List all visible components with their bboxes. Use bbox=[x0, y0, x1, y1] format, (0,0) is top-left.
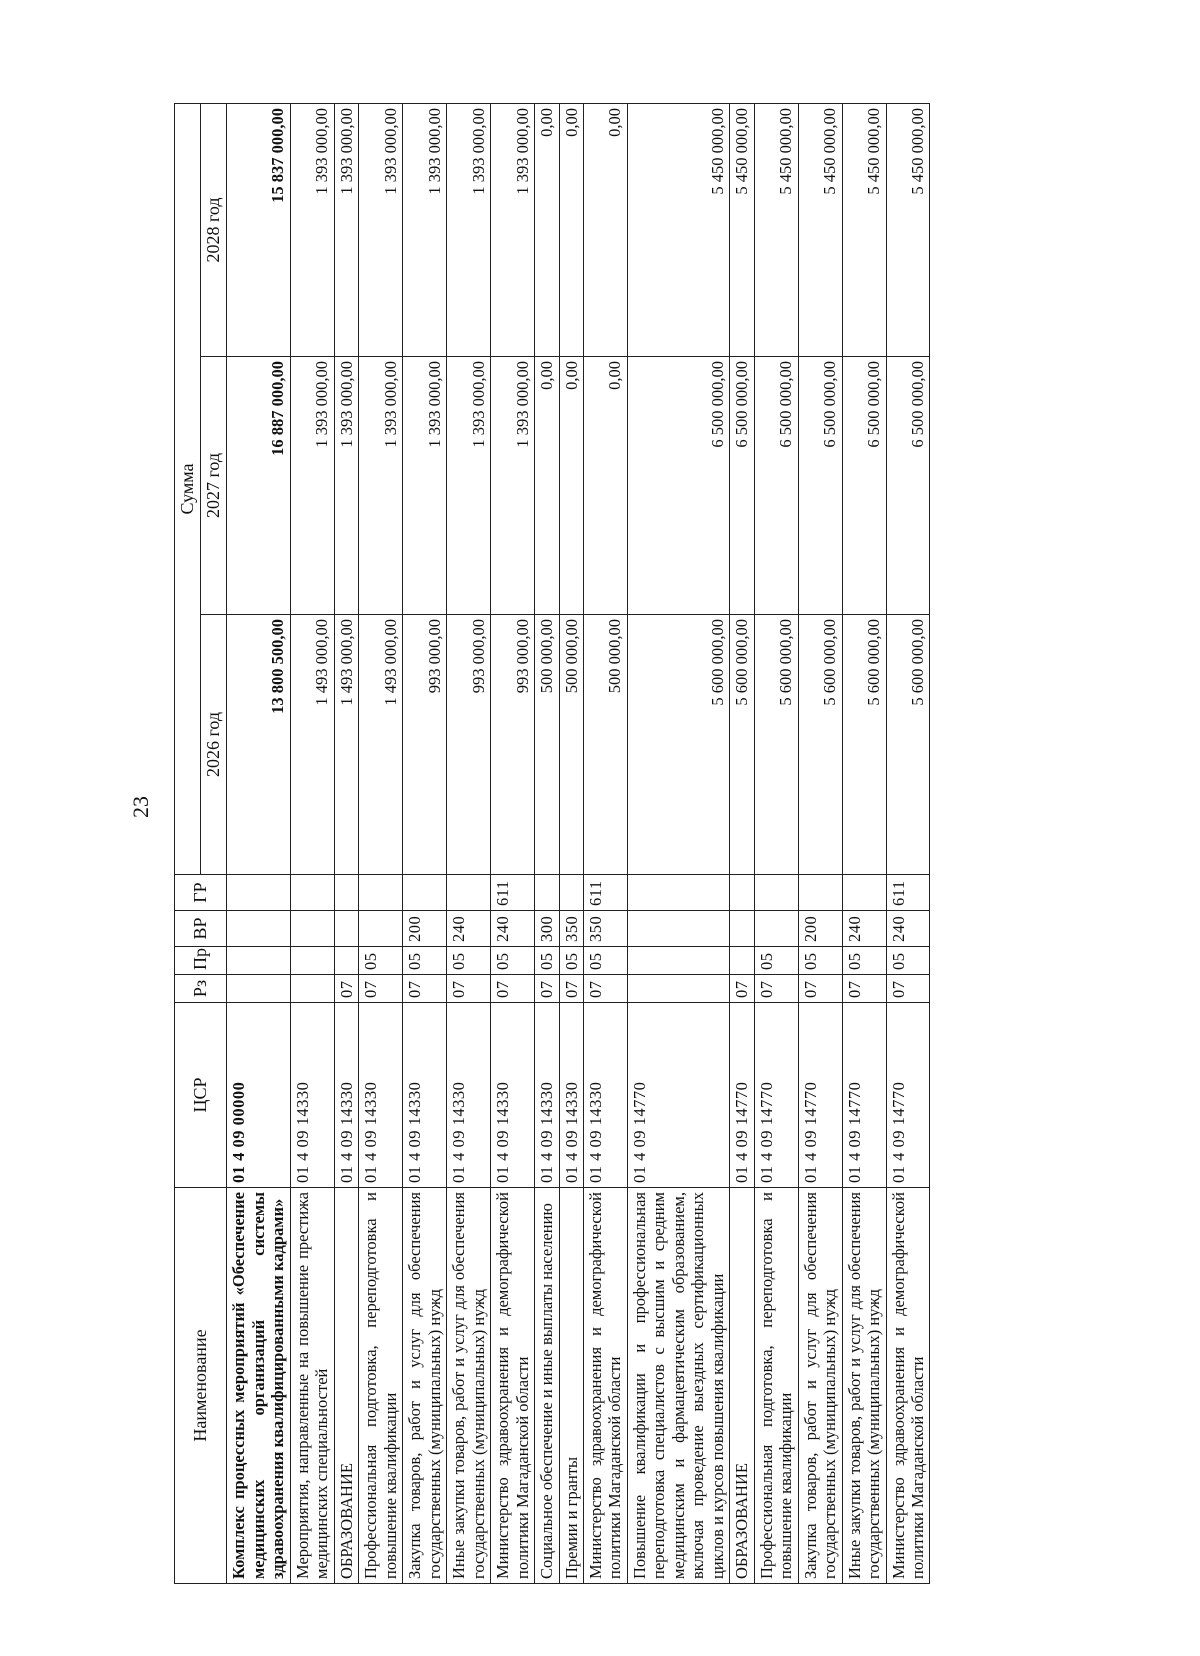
cell-csr: 01 4 09 14330 bbox=[559, 1003, 583, 1188]
cell-csr: 01 4 09 00000 bbox=[227, 1003, 290, 1188]
cell-2026: 5 600 000,00 bbox=[627, 615, 729, 875]
table-row bbox=[227, 103, 290, 1583]
cell-pr: 05 bbox=[447, 947, 491, 975]
cell-gr bbox=[627, 875, 729, 911]
cell-pr: 05 bbox=[559, 947, 583, 975]
cell-2027: 0,00 bbox=[559, 357, 583, 615]
cell-pr: 05 bbox=[491, 947, 535, 975]
cell-csr: 01 4 09 14330 bbox=[535, 1003, 559, 1188]
table-row bbox=[798, 103, 842, 1583]
header-gr: ГР bbox=[175, 875, 227, 911]
table-row bbox=[491, 103, 535, 1583]
table-row bbox=[886, 103, 930, 1583]
cell-csr: 01 4 09 14330 bbox=[290, 1003, 334, 1188]
cell-rz: 07 bbox=[447, 975, 491, 1003]
cell-gr bbox=[403, 875, 447, 911]
cell-vr: 240 bbox=[886, 911, 930, 947]
table-row bbox=[730, 103, 754, 1583]
cell-gr bbox=[447, 875, 491, 911]
cell-2028: 1 393 000,00 bbox=[491, 103, 535, 356]
cell-name: Министерство здравоохранения и демографической политики Магаданской области bbox=[886, 1188, 930, 1584]
cell-vr: 300 bbox=[535, 911, 559, 947]
header-pr: Пр bbox=[175, 947, 227, 975]
cell-csr: 01 4 09 14770 bbox=[627, 1003, 729, 1188]
cell-2028: 0,00 bbox=[535, 103, 559, 356]
cell-2028: 5 450 000,00 bbox=[842, 103, 886, 356]
cell-pr bbox=[730, 947, 754, 975]
cell-csr: 01 4 09 14330 bbox=[403, 1003, 447, 1188]
cell-rz: 07 bbox=[886, 975, 930, 1003]
cell-rz: 07 bbox=[583, 975, 627, 1003]
cell-rz: 07 bbox=[491, 975, 535, 1003]
cell-2027: 1 393 000,00 bbox=[403, 357, 447, 615]
cell-csr: 01 4 09 14770 bbox=[754, 1003, 798, 1188]
cell-rz: 07 bbox=[842, 975, 886, 1003]
cell-gr bbox=[730, 875, 754, 911]
page-number: 23 bbox=[128, 796, 153, 818]
cell-2028: 1 393 000,00 bbox=[359, 103, 403, 356]
cell-name: Повышение квалификации и профессиональная переподготовка специалистов с высшим и средним медицинским и фармацевтическим образованием, включая проведение выездных сертификационных циклов и курсов повышения квалификации bbox=[627, 1188, 729, 1584]
cell-vr bbox=[227, 911, 290, 947]
cell-2028: 5 450 000,00 bbox=[730, 103, 754, 356]
cell-vr: 350 bbox=[559, 911, 583, 947]
table-row bbox=[290, 103, 334, 1583]
cell-2026: 13 800 500,00 bbox=[227, 615, 290, 875]
cell-csr: 01 4 09 14330 bbox=[359, 1003, 403, 1188]
cell-2027: 6 500 000,00 bbox=[754, 357, 798, 615]
cell-rz: 07 bbox=[359, 975, 403, 1003]
cell-name: ОБРАЗОВАНИЕ bbox=[334, 1188, 358, 1584]
cell-csr: 01 4 09 14330 bbox=[334, 1003, 358, 1188]
cell-2027: 1 393 000,00 bbox=[491, 357, 535, 615]
cell-2028: 1 393 000,00 bbox=[290, 103, 334, 356]
cell-gr: 611 bbox=[583, 875, 627, 911]
cell-vr bbox=[290, 911, 334, 947]
cell-2027: 1 393 000,00 bbox=[334, 357, 358, 615]
cell-vr: 350 bbox=[583, 911, 627, 947]
cell-2028: 0,00 bbox=[583, 103, 627, 356]
cell-2027: 6 500 000,00 bbox=[842, 357, 886, 615]
cell-name: Министерство здравоохранения и демографической политики Магаданской области bbox=[583, 1188, 627, 1584]
cell-2026: 500 000,00 bbox=[583, 615, 627, 875]
header-name: Наименование bbox=[175, 1188, 227, 1584]
cell-gr bbox=[535, 875, 559, 911]
cell-pr: 05 bbox=[583, 947, 627, 975]
cell-2026: 1 493 000,00 bbox=[359, 615, 403, 875]
cell-vr: 240 bbox=[491, 911, 535, 947]
cell-2027: 1 393 000,00 bbox=[447, 357, 491, 615]
cell-2026: 993 000,00 bbox=[491, 615, 535, 875]
cell-csr: 01 4 09 14770 bbox=[798, 1003, 842, 1188]
cell-pr: 05 bbox=[359, 947, 403, 975]
cell-vr bbox=[754, 911, 798, 947]
cell-2028: 5 450 000,00 bbox=[886, 103, 930, 356]
cell-2028: 5 450 000,00 bbox=[798, 103, 842, 356]
cell-2028: 15 837 000,00 bbox=[227, 103, 290, 356]
cell-2027: 6 500 000,00 bbox=[627, 357, 729, 615]
cell-vr: 240 bbox=[447, 911, 491, 947]
table-row bbox=[359, 103, 403, 1583]
cell-2026: 500 000,00 bbox=[559, 615, 583, 875]
cell-2026: 1 493 000,00 bbox=[290, 615, 334, 875]
cell-gr bbox=[559, 875, 583, 911]
table-body bbox=[227, 103, 930, 1583]
cell-name: Профессиональная подготовка, переподготовка и повышение квалификации bbox=[754, 1188, 798, 1584]
cell-2028: 0,00 bbox=[559, 103, 583, 356]
cell-name: Социальное обеспечение и иные выплаты населению bbox=[535, 1188, 559, 1584]
cell-csr: 01 4 09 14770 bbox=[886, 1003, 930, 1188]
cell-rz bbox=[290, 975, 334, 1003]
cell-2028: 5 450 000,00 bbox=[627, 103, 729, 356]
header-csr: ЦСР bbox=[175, 1003, 227, 1188]
table-row bbox=[535, 103, 559, 1583]
cell-2026: 5 600 000,00 bbox=[730, 615, 754, 875]
table-row bbox=[447, 103, 491, 1583]
budget-table-sheet bbox=[174, 104, 1074, 1584]
cell-pr bbox=[334, 947, 358, 975]
cell-pr: 05 bbox=[535, 947, 559, 975]
cell-2027: 6 500 000,00 bbox=[730, 357, 754, 615]
cell-vr: 240 bbox=[842, 911, 886, 947]
cell-gr: 611 bbox=[886, 875, 930, 911]
cell-2026: 500 000,00 bbox=[535, 615, 559, 875]
cell-gr bbox=[798, 875, 842, 911]
header-vr: ВР bbox=[175, 911, 227, 947]
cell-csr: 01 4 09 14770 bbox=[730, 1003, 754, 1188]
cell-pr: 05 bbox=[403, 947, 447, 975]
table-row bbox=[627, 103, 729, 1583]
cell-2027: 0,00 bbox=[583, 357, 627, 615]
cell-gr: 611 bbox=[491, 875, 535, 911]
cell-pr: 05 bbox=[842, 947, 886, 975]
header-year-2028: 2028 год bbox=[201, 103, 227, 356]
cell-gr bbox=[334, 875, 358, 911]
table-row bbox=[403, 103, 447, 1583]
cell-gr bbox=[227, 875, 290, 911]
table-row bbox=[842, 103, 886, 1583]
cell-vr bbox=[334, 911, 358, 947]
cell-vr bbox=[359, 911, 403, 947]
cell-gr bbox=[290, 875, 334, 911]
budget-table bbox=[174, 103, 930, 1584]
cell-name: Иные закупки товаров, работ и услуг для обеспечения государственных (муниципальных) нужд bbox=[842, 1188, 886, 1584]
cell-vr bbox=[730, 911, 754, 947]
header-year-2027: 2027 год bbox=[201, 357, 227, 615]
cell-vr bbox=[627, 911, 729, 947]
header-sum: Сумма bbox=[175, 103, 201, 874]
cell-name: Комплекс процессных мероприятий «Обеспечение медицинских организаций системы здравоохранения квалифицированными кадрами» bbox=[227, 1188, 290, 1584]
table-row bbox=[559, 103, 583, 1583]
header-year-2026: 2026 год bbox=[201, 615, 227, 875]
cell-name: Закупка товаров, работ и услуг для обеспечения государственных (муниципальных) нужд bbox=[798, 1188, 842, 1584]
cell-2026: 1 493 000,00 bbox=[334, 615, 358, 875]
cell-name: Закупка товаров, работ и услуг для обеспечения государственных (муниципальных) нужд bbox=[403, 1188, 447, 1584]
cell-2027: 6 500 000,00 bbox=[886, 357, 930, 615]
cell-rz: 07 bbox=[730, 975, 754, 1003]
cell-rz: 07 bbox=[798, 975, 842, 1003]
cell-2027: 6 500 000,00 bbox=[798, 357, 842, 615]
table-row bbox=[334, 103, 358, 1583]
table-header bbox=[175, 103, 227, 1583]
cell-rz: 07 bbox=[559, 975, 583, 1003]
cell-rz: 07 bbox=[403, 975, 447, 1003]
cell-pr bbox=[227, 947, 290, 975]
cell-rz bbox=[627, 975, 729, 1003]
cell-name: Министерство здравоохранения и демографической политики Магаданской области bbox=[491, 1188, 535, 1584]
cell-pr: 05 bbox=[886, 947, 930, 975]
cell-2027: 0,00 bbox=[535, 357, 559, 615]
cell-pr bbox=[290, 947, 334, 975]
cell-name: ОБРАЗОВАНИЕ bbox=[730, 1188, 754, 1584]
cell-pr bbox=[627, 947, 729, 975]
cell-2026: 5 600 000,00 bbox=[754, 615, 798, 875]
cell-2028: 5 450 000,00 bbox=[754, 103, 798, 356]
cell-rz bbox=[227, 975, 290, 1003]
cell-gr bbox=[842, 875, 886, 911]
cell-2028: 1 393 000,00 bbox=[403, 103, 447, 356]
cell-2026: 993 000,00 bbox=[403, 615, 447, 875]
cell-gr bbox=[754, 875, 798, 911]
cell-csr: 01 4 09 14330 bbox=[583, 1003, 627, 1188]
cell-2027: 16 887 000,00 bbox=[227, 357, 290, 615]
cell-gr bbox=[359, 875, 403, 911]
cell-2028: 1 393 000,00 bbox=[334, 103, 358, 356]
cell-name: Иные закупки товаров, работ и услуг для обеспечения государственных (муниципальных) нужд bbox=[447, 1188, 491, 1584]
cell-2027: 1 393 000,00 bbox=[359, 357, 403, 615]
cell-2026: 5 600 000,00 bbox=[886, 615, 930, 875]
cell-2027: 1 393 000,00 bbox=[290, 357, 334, 615]
cell-name: Мероприятия, направленные на повышение престижа медицинских специальностей bbox=[290, 1188, 334, 1584]
cell-rz: 07 bbox=[754, 975, 798, 1003]
cell-2026: 5 600 000,00 bbox=[842, 615, 886, 875]
cell-name: Премии и гранты bbox=[559, 1188, 583, 1584]
header-rz: Рз bbox=[175, 975, 227, 1003]
table-row bbox=[754, 103, 798, 1583]
cell-name: Профессиональная подготовка, переподготовка и повышение квалификации bbox=[359, 1188, 403, 1584]
table-row bbox=[583, 103, 627, 1583]
cell-csr: 01 4 09 14330 bbox=[491, 1003, 535, 1188]
cell-vr: 200 bbox=[798, 911, 842, 947]
cell-2026: 5 600 000,00 bbox=[798, 615, 842, 875]
cell-pr: 05 bbox=[754, 947, 798, 975]
cell-2028: 1 393 000,00 bbox=[447, 103, 491, 356]
cell-csr: 01 4 09 14770 bbox=[842, 1003, 886, 1188]
cell-vr: 200 bbox=[403, 911, 447, 947]
cell-pr: 05 bbox=[798, 947, 842, 975]
cell-csr: 01 4 09 14330 bbox=[447, 1003, 491, 1188]
cell-rz: 07 bbox=[334, 975, 358, 1003]
cell-rz: 07 bbox=[535, 975, 559, 1003]
cell-2026: 993 000,00 bbox=[447, 615, 491, 875]
